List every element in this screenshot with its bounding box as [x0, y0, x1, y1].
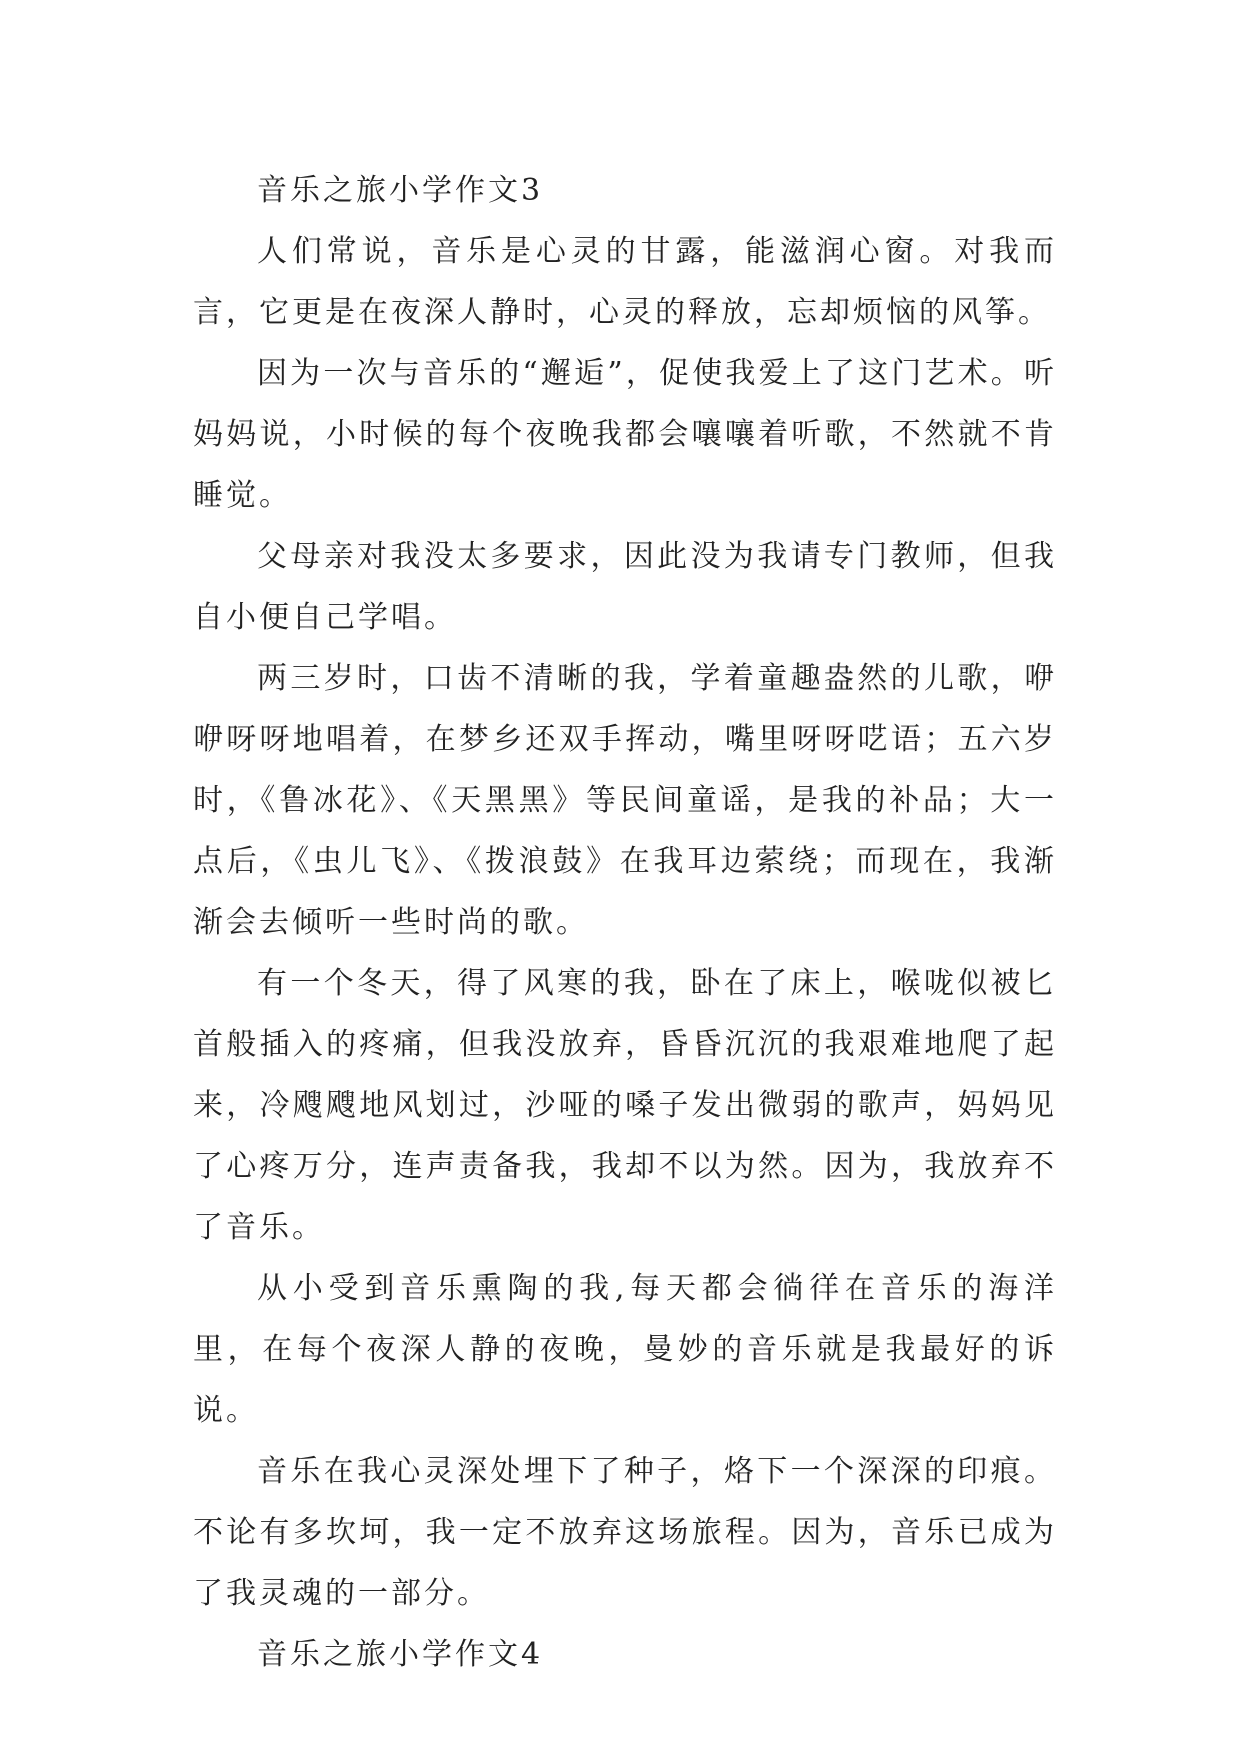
paragraph-1: 人们常说，音乐是心灵的甘露，能滋润心窗。对我而言，它更是在夜深人静时，心灵的释放，忘却烦恼的风筝。 [193, 234, 1057, 330]
paragraph-5: 有一个冬天，得了风寒的我，卧在了床上，喉咙似被匕首般插入的疼痛，但我没放弃，昏昏沉沉的我艰难地爬了起来，冷飕飕地风划过，沙哑的嗓子发出微弱的歌声，妈妈见了心疼万分，连声责备我，我却不以为然。因为，我放弃不了音乐。 [193, 966, 1057, 1245]
paragraph-3: 父母亲对我没太多要求，因此没为我请专门教师，但我自小便自己学唱。 [193, 539, 1057, 635]
paragraph-4: 两三岁时，口齿不清晰的我，学着童趣盎然的儿歌，咿咿呀呀地唱着，在梦乡还双手挥动，嘴里呀呀呓语；五六岁时，《鲁冰花》、《天黑黑》等民间童谣，是我的补品；大一点后，《虫儿飞》、《拨浪鼓》在我耳边萦绕；而现在，我渐渐会去倾听一些时尚的歌。 [193, 661, 1057, 940]
essay-title-4: 音乐之旅小学作文4 [257, 1637, 544, 1672]
paragraph-7: 音乐在我心灵深处埋下了种子，烙下一个深深的印痕。不论有多坎坷，我一定不放弃这场旅程。因为，音乐已成为了我灵魂的一部分。 [193, 1454, 1057, 1611]
document-body [193, 160, 1057, 1685]
paragraph-6: 从小受到音乐熏陶的我,每天都会徜徉在音乐的海洋里，在每个夜深人静的夜晚，曼妙的音乐就是我最好的诉说。 [193, 1271, 1057, 1428]
essay-title-3: 音乐之旅小学作文3 [257, 173, 544, 208]
paragraph-2: 因为一次与音乐的“邂逅”，促使我爱上了这门艺术。听妈妈说，小时候的每个夜晚我都会嚷嚷着听歌，不然就不肯睡觉。 [193, 356, 1057, 513]
